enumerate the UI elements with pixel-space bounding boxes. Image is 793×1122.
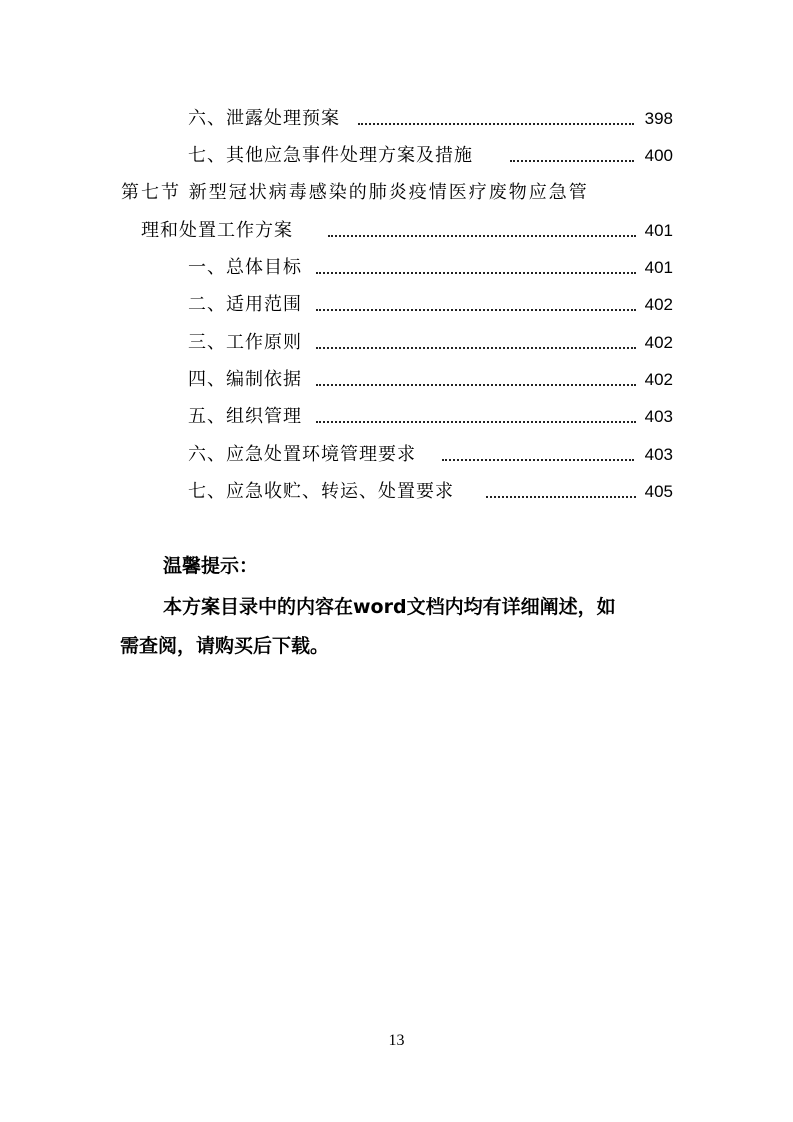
toc-leader	[486, 496, 636, 498]
toc-entry[interactable]	[0, 477, 793, 507]
toc-leader	[316, 309, 636, 311]
toc-entry[interactable]	[0, 328, 793, 358]
toc-entry-title: 五、组织管理	[188, 406, 302, 427]
toc-entry-title: 理和处置工作方案	[141, 220, 293, 241]
toc-entry-title: 三、工作原则	[188, 332, 302, 353]
toc-entry-title: 四、编制依据	[188, 369, 302, 390]
toc-entry-page: 402	[644, 333, 673, 352]
toc-leader	[358, 123, 634, 125]
toc-entry-page: 403	[644, 407, 673, 426]
toc-leader	[442, 459, 634, 461]
toc-entry-title: 一、总体目标	[188, 257, 302, 278]
toc-entry[interactable]	[0, 104, 793, 134]
toc-entry[interactable]	[0, 440, 793, 470]
toc-entry-page: 403	[644, 445, 673, 464]
toc-entry[interactable]	[0, 290, 793, 320]
toc-entry-title: 七、其他应急事件处理方案及措施	[188, 145, 473, 166]
toc-entry[interactable]	[0, 402, 793, 432]
toc-entry-title: 六、应急处置环境管理要求	[188, 444, 416, 465]
toc-entry[interactable]	[0, 141, 793, 171]
toc-entry-title: 七、应急收贮、转运、处置要求	[188, 481, 454, 502]
toc-entry[interactable]	[0, 365, 793, 395]
toc-entry-page: 401	[644, 221, 673, 240]
toc-entry[interactable]	[0, 253, 793, 283]
page-number: 13	[388, 1032, 405, 1049]
notice-line-2: 需查阅，请购买后下载。	[120, 635, 330, 657]
toc-entry-page: 402	[644, 370, 673, 389]
toc-leader	[316, 347, 636, 349]
toc-entry-page: 400	[644, 146, 673, 165]
toc-entry-title: 六、泄露处理预案	[188, 108, 340, 129]
toc-entry-page: 401	[644, 258, 673, 277]
toc-entry-section[interactable]	[0, 178, 793, 208]
toc-entry[interactable]	[0, 216, 793, 246]
toc-leader	[510, 160, 634, 162]
toc-leader	[316, 421, 636, 423]
notice-line-1: 本方案目录中的内容在word文档内均有详细阐述，如	[163, 596, 616, 618]
toc-section-title: 第七节 新型冠状病毒感染的肺炎疫情医疗废物应急管	[121, 182, 589, 203]
toc-entry-page: 405	[644, 482, 673, 501]
toc-entry-page: 402	[644, 295, 673, 314]
toc-entry-title: 二、适用范围	[188, 294, 302, 315]
toc-leader	[316, 384, 636, 386]
toc-leader	[316, 272, 636, 274]
toc-leader	[328, 235, 636, 237]
toc-entry-page: 398	[644, 109, 673, 128]
notice-heading: 温馨提示：	[163, 555, 259, 577]
